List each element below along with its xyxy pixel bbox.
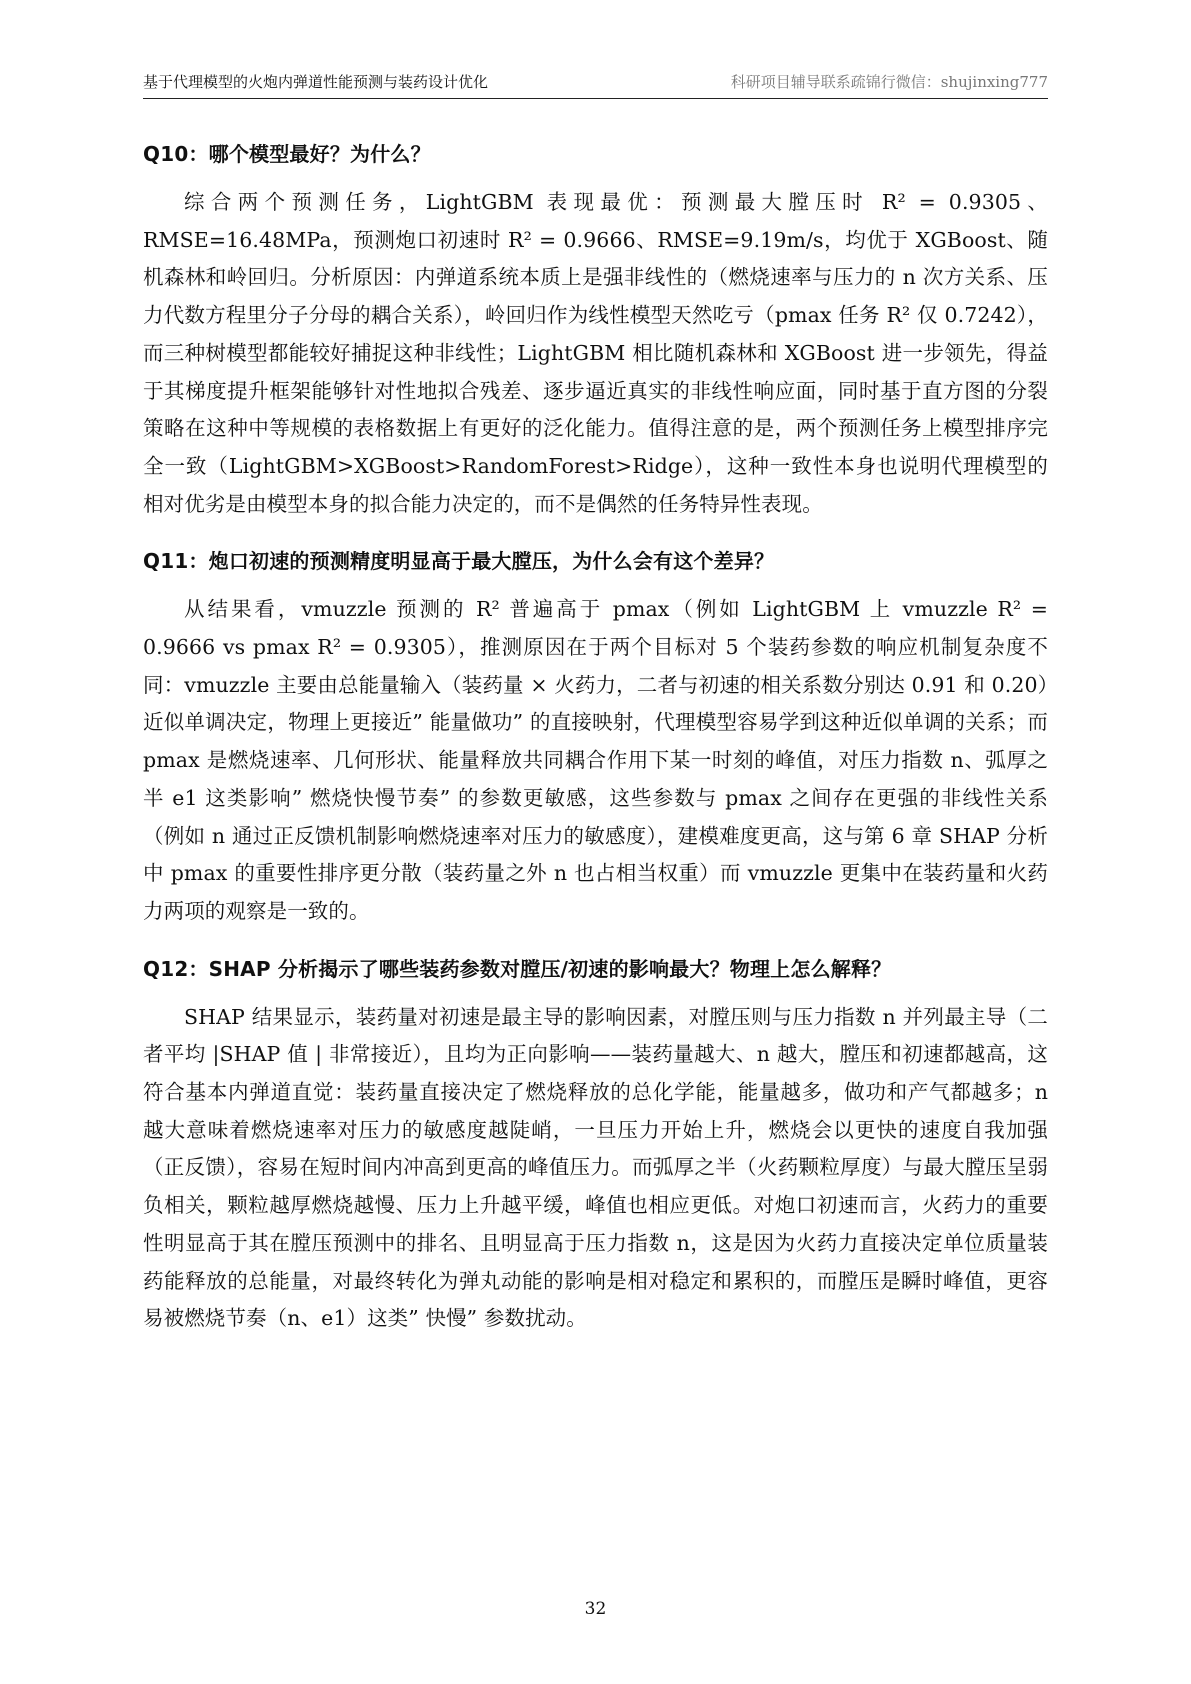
- section-q11: [143, 545, 1048, 930]
- section-q10: [143, 138, 1048, 523]
- section-heading: Q12：SHAP 分析揭示了哪些装药参数对膛压/初速的影响最大？物理上怎么解释？: [143, 956, 892, 981]
- running-header: [143, 72, 1048, 92]
- section-heading: Q10：哪个模型最好？为什么？: [143, 142, 431, 166]
- section-q12: [143, 953, 1048, 1338]
- page-content: [143, 138, 1048, 1338]
- header-contact: 科研项目辅导联系疏锦行微信：shujinxing777: [730, 73, 1048, 91]
- section-paragraph: 从结果看，vmuzzle 预测的 R² 普遍高于 pmax（例如 LightGBM 上 vmuzzle R² = 0.9666 vs pmax R² = 0.9305），推测原因在于两个目标对 5 个装药参数的响应机制复杂度不同：vmuzzle 主要由总能量输入（装药量 × 火药力，二者与初速的相关系数分别达 0.91 和 0.20）近似单调决定，物理上更接近” 能量做功” 的直接映射，代理模型容易学到这种近似单调的关系；而 pmax 是燃烧速率、几何形状、能量释放共同耦合作用下某一时刻的峰值，对压力指数 n、弧厚之半 e1 这类影响” 燃烧快慢节奏” 的参数更敏感，这些参数与 pmax 之间存在更强的非线性关系（例如 n 通过正反馈机制影响燃烧速率对压力的敏感度），建模难度更高，这与第 6 章 SHAP 分析中 pmax 的重要性排序更分散（装药量之外 n 也占相当权重）而 vmuzzle 更集中在装药量和火药力两项的观察是一致的。: [143, 597, 1048, 923]
- page-number: 32: [584, 1599, 607, 1619]
- header-rule: [143, 98, 1048, 99]
- section-heading: Q11：炮口初速的预测精度明显高于最大膛压，为什么会有这个差异？: [143, 549, 775, 574]
- header-title: 基于代理模型的火炮内弹道性能预测与装药设计优化: [143, 73, 489, 91]
- section-paragraph: 综合两个预测任务，LightGBM 表现最优：预测最大膛压时 R² = 0.9305、RMSE=16.48MPa，预测炮口初速时 R² = 0.9666、RMSE=9.19m/s，均优于 XGBoost、随机森林和岭回归。分析原因：内弹道系统本质上是强非线性的（燃烧速率与压力的 n 次方关系、压力代数方程里分子分母的耦合关系），岭回归作为线性模型天然吃亏（pmax 任务 R² 仅 0.7242），而三种树模型都能较好捕捉这种非线性；LightGBM 相比随机森林和 XGBoost 进一步领先，得益于其梯度提升框架能够针对性地拟合残差、逐步逼近真实的非线性响应面，同时基于直方图的分裂策略在这种中等规模的表格数据上有更好的泛化能力。值得注意的是，两个预测任务上模型排序完全一致（LightGBM>XGBoost>RandomForest>Ridge），这种一致性本身也说明代理模型的相对优劣是由模型本身的拟合能力决定的，而不是偶然的任务特异性表现。: [143, 190, 1048, 516]
- section-paragraph: SHAP 结果显示，装药量对初速是最主导的影响因素，对膛压则与压力指数 n 并列最主导（二者平均 |SHAP 值 | 非常接近），且均为正向影响——装药量越大、n 越大，膛压和初速都越高，这符合基本内弹道直觉：装药量直接决定了燃烧释放的总化学能，能量越多，做功和产气都越多；n 越大意味着燃烧速率对压力的敏感度越陡峭，一旦压力开始上升，燃烧会以更快的速度自我加强（正反馈），容易在短时间内冲高到更高的峰值压力。而弧厚之半（火药颗粒厚度）与最大膛压呈弱负相关，颗粒越厚燃烧越慢、压力上升越平缓，峰值也相应更低。对炮口初速而言，火药力的重要性明显高于其在膛压预测中的排名、且明显高于压力指数 n，这是因为火药力直接决定单位质量装药能释放的总能量，对最终转化为弹丸动能的影响是相对稳定和累积的，而膛压是瞬时峰值，更容易被燃烧节奏（n、e1）这类” 快慢” 参数扰动。: [143, 1004, 1048, 1331]
